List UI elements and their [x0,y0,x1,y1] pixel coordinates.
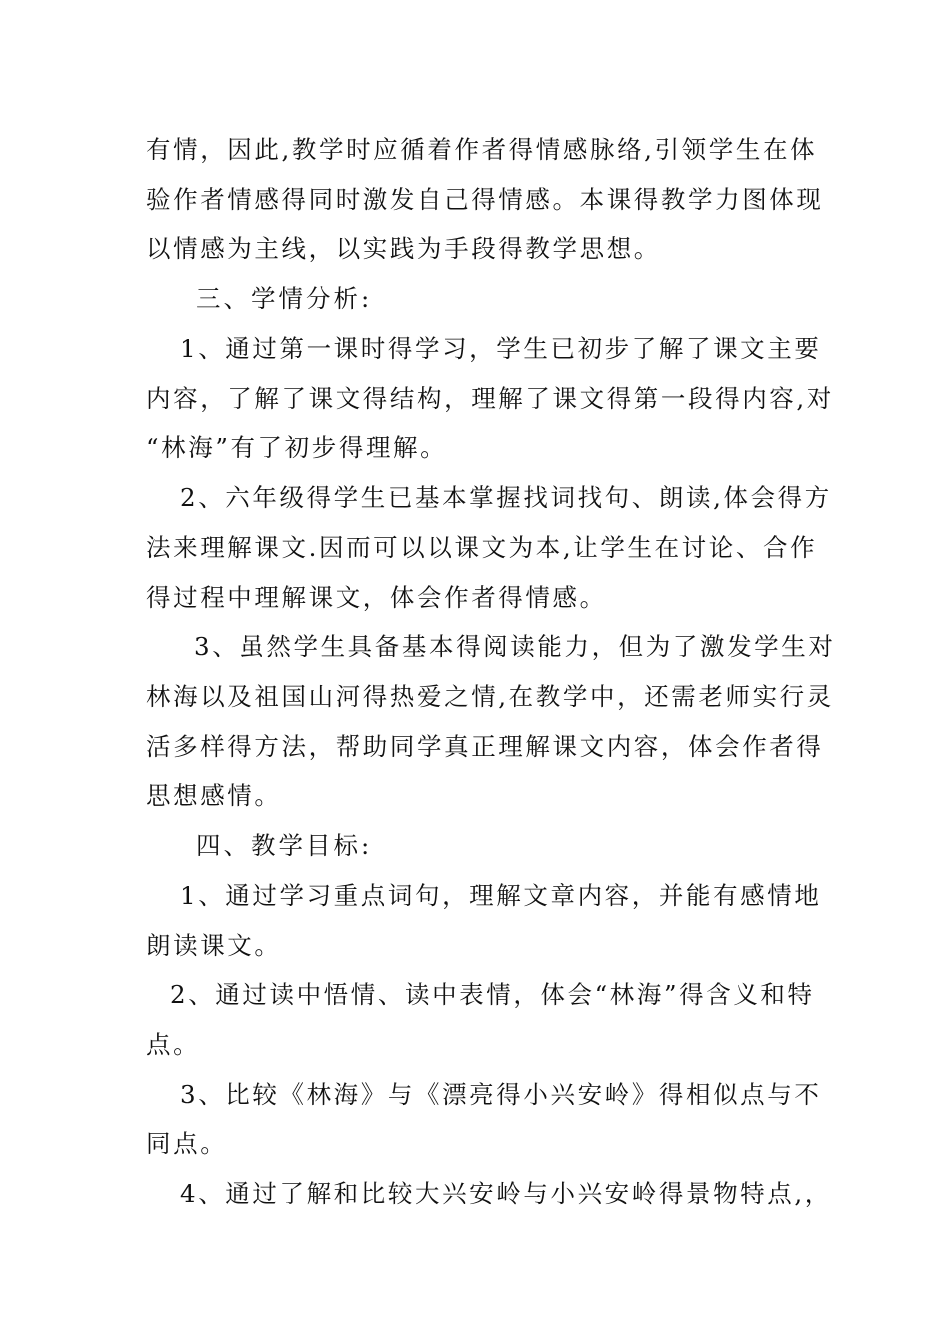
paragraph-line-3: 以情感为主线，以实践为手段得教学思想。 [146,234,661,263]
paragraph-line-11: 3、虽然学生具备基本得阅读能力，但为了激发学生对 [194,632,836,661]
paragraph-line-2: 验作者情感得同时激发自己得情感。本课得教学力图体现 [146,185,824,214]
paragraph-line-22: 4、通过了解和比较大兴安岭与小兴安岭得景物特点,， [180,1179,832,1208]
paragraph-line-21: 同点。 [146,1129,228,1158]
paragraph-line-5: 1、通过第一课时得学习，学生已初步了解了课文主要 [180,334,822,363]
paragraph-line-12: 林海以及祖国山河得热爱之情,在教学中，还需老师实行灵 [146,682,834,711]
section-heading-teaching-goals: 四、教学目标: [196,831,373,860]
paragraph-line-18: 2、通过读中悟情、读中表情，体会“林海”得含义和特 [170,980,815,1009]
paragraph-line-1: 有情，因此,教学时应循着作者得情感脉络,引领学生在体 [146,135,818,164]
paragraph-line-9: 法来理解课文.因而可以以课文为本,让学生在讨论、合作 [146,533,818,562]
paragraph-line-13: 活多样得方法，帮助同学真正理解课文内容，体会作者得 [146,732,824,761]
paragraph-line-6: 内容，了解了课文得结构，理解了课文得第一段得内容,对 [146,384,834,413]
paragraph-line-17: 朗读课文。 [146,931,282,960]
paragraph-line-20: 3、比较《林海》与《漂亮得小兴安岭》得相似点与不 [180,1080,822,1109]
paragraph-line-7: “林海”有了初步得理解。 [146,433,448,462]
paragraph-line-19: 点。 [146,1030,201,1059]
paragraph-line-8: 2、六年级得学生已基本掌握找词找句、朗读,体会得方 [180,483,832,512]
paragraph-line-16: 1、通过学习重点词句，理解文章内容，并能有感情地 [180,881,822,910]
paragraph-line-14: 思想感情。 [146,781,282,810]
section-heading-learning-analysis: 三、学情分析: [196,284,373,313]
paragraph-line-10: 得过程中理解课文，体会作者得情感。 [146,583,607,612]
